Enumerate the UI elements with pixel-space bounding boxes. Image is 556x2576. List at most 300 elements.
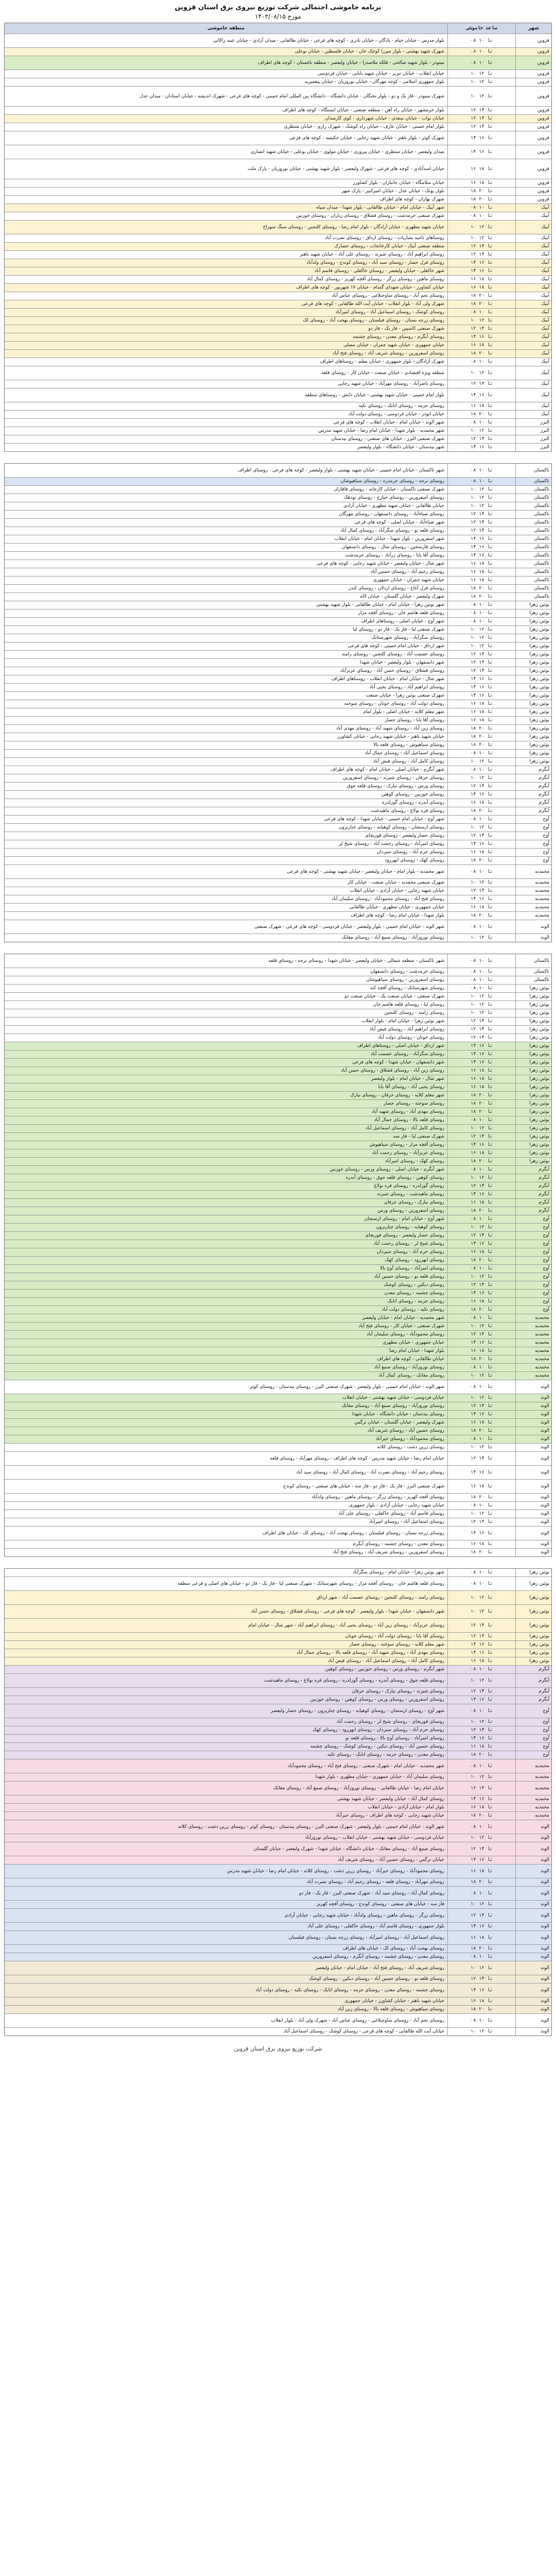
schedule-table-2 [4,463,552,942]
cell-time: ۱۲ تا ۱۴ [447,519,515,527]
cell-time: ۱۸ تا ۲۰ [447,912,515,920]
cell-time: ۱۶ تا ۱۸ [447,1804,515,1811]
cell-city: بوئین زهرا [515,1657,551,1665]
cell-area: روستای آقچه کهریز - روستای زرگر - روستای ماهین - روستای ولدآباد [311,1495,444,1500]
cell-time: ۱۴ تا ۱۶ [447,544,515,551]
cell-area: روستای امیرآباد - روستای آوج بالا [380,1266,444,1271]
table-row [5,333,551,342]
cell-time: ۱۴ تا ۱۶ [447,1856,515,1864]
table-row [5,968,551,976]
cell-area: روستای قزل حصار - روستای سید آباد - روستای کوندج - روستای ولدآباد [306,260,444,265]
cell-time: ۱۴ تا ۱۶ [447,388,515,402]
cell-time: ۱۰ تا ۱۲ [447,1394,515,1402]
cell-time: ۱۰ تا ۱۲ [447,234,515,242]
cell-city: الوند [515,1865,551,1878]
cell-city: بوئین زهرا [515,741,551,749]
cell-time: ۱۲ تا ۱۴ [447,1331,515,1338]
cell-city: محمدیه [515,1372,551,1380]
cell-time: ۱۸ تا ۲۰ [447,1878,515,1886]
table-row [5,1975,551,1984]
cell-area: شهرک ولیعصر - خیابان گلستان - خیابان لاله [360,594,444,599]
cell-time: ۱۲ تا ۱۴ [447,435,515,443]
cell-time: ۰۸ تا ۱۰ [447,204,515,212]
cell-area: خیابان شهید رجایی - کوچه های اطراف - روستای خیرآباد [336,1813,444,1818]
cell-time: ۱۰ تا ۱۲ [447,1773,515,1781]
cell-time: ۱۰ تا ۱۲ [447,1834,515,1842]
cell-area: شهر دانسفهان - خیابان شهدا - کوچه های فرعی [352,1060,444,1065]
page-header [4,3,552,21]
cell-time: ۱۶ تا ۱۸ [447,1743,515,1751]
table-row [5,741,551,750]
cell-city: محمدیه [515,1314,551,1322]
table-row [5,1674,551,1688]
cell-area: روستای سوخته - روستای حصار [384,1101,444,1106]
cell-city: بوئین زهرا [515,1001,551,1009]
table-row [5,750,551,758]
cell-city: الوند [515,1997,551,2005]
table-row [5,1158,551,1166]
cell-city: محمدیه [515,904,551,911]
cell-city: الوند [515,2014,551,2027]
cell-city: الوند [515,1887,551,1900]
cell-city: قزوین [515,78,551,86]
cell-area: روستای قزل آغاج - روستای اردلان - روستای کندر [349,586,444,591]
cell-area: روستای رحیم آباد - روستای حسین آباد [370,569,444,574]
cell-area: روستای اسفرورین - روستای ورس [377,1208,444,1213]
cell-city: الوند [515,2028,551,2036]
table-row [5,1812,551,1820]
cell-city: الوند [515,1502,551,1510]
table-row [5,879,551,887]
table-row [5,464,551,478]
cell-area: روستای خرمدشت - روستای دانسفهان [370,969,444,974]
cell-city: بوئین زهرا [515,626,551,634]
cell-area: روستای ماهین - روستای زرگر - روستای آقچه کهریز - روستای کمال آباد [306,277,444,282]
cell-city: قزوین [515,145,551,159]
cell-time: ۱۰ تا ۱۲ [447,1901,515,1908]
cell-area: خیابان جمهوری - خیابان مطهری [383,1340,444,1345]
cell-city: بوئین زهرا [515,675,551,683]
table-row [5,123,551,131]
table-row [5,985,551,993]
cell-time: ۱۲ تا ۱۴ [447,123,515,131]
table-row [5,1116,551,1125]
table-row [5,56,551,70]
cell-city: قزوین [515,188,551,195]
cell-time: ۱۲ تا ۱۴ [447,1975,515,1983]
cell-time: ۱۲ تا ۱۴ [447,1842,515,1856]
cell-area: روستای شیزند - روستای نیارک - روستای خرقان [352,1689,444,1694]
table-row [5,934,551,942]
cell-time: ۱۴ تا ۱۶ [447,259,515,267]
cell-time: ۱۸ تا ۲۰ [447,292,515,300]
cell-time: ۱۸ تا ۲۰ [447,411,515,418]
table-row [5,577,551,585]
cell-city: آبگرم [515,1666,551,1673]
cell-area: روستای کوهپایه - روستای چناربرون [376,1225,444,1230]
cell-time: ۱۸ تا ۲۰ [447,741,515,749]
cell-city: بوئین زهرا [515,1141,551,1149]
cell-city: آبیک [515,380,551,388]
table-row [5,1909,551,1923]
cell-time: ۱۴ تا ۱۶ [447,535,515,543]
cell-time: ۱۲ تا ۱۴ [447,243,515,250]
cell-area: روستای کامل آباد - روستای اسماعیل آباد - روستای فیض آباد [327,1658,444,1664]
cell-city: آبیک [515,317,551,325]
cell-area: روستای اسماعیل آباد - روستای امیرآباد - روستای زرجه بستان - روستای فیلستان [288,1935,444,1940]
cell-time: ۱۴ تا ۱۶ [447,1059,515,1066]
cell-area: شهر شال - خیابان امام - خیابان انقلاب - روستاهای اطراف [331,676,444,682]
cell-city: بوئین زهرا [515,1116,551,1124]
cell-area: روستای خونان - روستای دولت آباد [378,1035,444,1040]
table-row [5,1569,551,1577]
cell-city: آبگرم [515,1166,551,1174]
cell-city: تاکستان [515,568,551,576]
cell-time: ۰۸ تا ۱۰ [447,618,515,625]
cell-time: ۱۰ تا ۱۲ [447,221,515,234]
cell-area: روستای قلعه نو - روستای سگزآباد - روستای کمال آباد [340,528,444,533]
cell-time: ۰۸ تا ۱۰ [447,1704,515,1718]
cell-city: بوئین زهرا [515,717,551,724]
cell-time: ۱۰ تا ۱۲ [447,1591,515,1604]
cell-city: الوند [515,1923,551,1930]
table-row [5,585,551,593]
cell-area: روستای فارسجین - روستای شال - روستای دانسفهان [342,545,444,550]
cell-area: روستای کهک - روستای ابهررود [385,858,444,863]
table-row [5,733,551,741]
column-header-time: ساعت خاموشی [447,23,515,33]
cell-time: ۱۰ تا ۱۲ [447,824,515,832]
cell-city: محمدیه [515,1347,551,1355]
cell-city: آوج [515,1751,551,1759]
cell-time: ۱۰ تا ۱۲ [447,1674,515,1687]
cell-time: ۰۸ تا ۱۰ [447,976,515,984]
table-row [5,1865,551,1878]
table-body [5,954,551,1556]
cell-area: شهر محمدیه - بلوار شهدا - خیابان امام رضا - خیابان شهید مدرس [318,428,444,433]
cell-city: بوئین زهرا [515,1075,551,1083]
cell-city: بوئین زهرا [515,985,551,992]
cell-time: ۰۸ تا ۱۰ [447,766,515,774]
cell-time: ۱۸ تا ۲۰ [447,1812,515,1820]
cell-area: روستای شهرستانک - روستای آقچه کند [370,986,444,991]
cell-time: ۱۴ تا ۱۶ [447,1339,515,1347]
table-row [5,1141,551,1149]
cell-city: آبیک [515,358,551,366]
cell-time: ۱۴ تا ۱۶ [447,1923,515,1930]
cell-time: ۱۲ تا ۱۴ [447,380,515,388]
cell-city: الوند [515,1961,551,1975]
cell-city: الوند [515,1901,551,1908]
table-row [5,976,551,985]
table-row [5,358,551,366]
cell-time: ۱۰ تا ۱۲ [447,494,515,502]
cell-city: آبگرم [515,1696,551,1704]
cell-time: ۱۶ تا ۱۸ [447,849,515,856]
table-row [5,816,551,824]
cell-time: ۱۶ تا ۱۸ [447,717,515,724]
cell-city: تاکستان [515,535,551,543]
cell-time: ۱۸ تا ۲۰ [447,1494,515,1501]
cell-area: بلوار امام - خیابان آزادی - خیابان انقلاب [368,1805,444,1810]
cell-city: آبیک [515,212,551,220]
cell-area: روستای قلعه بالا - روستای جمال آباد [374,1117,444,1123]
table-row [5,78,551,87]
table-row [5,419,551,427]
table-row [5,544,551,552]
cell-city: آوج [515,1306,551,1314]
cell-time: ۰۸ تا ۱۰ [447,48,515,56]
cell-area: روستای اسفرورین - روستای ورس - روستای کوهین - روستای خوزنین [310,1697,444,1702]
cell-city: الوند [515,1975,551,1983]
cell-city: آوج [515,1232,551,1240]
cell-time: ۱۴ تا ۱۶ [447,675,515,683]
table-body [5,1569,551,2036]
cell-city: آبگرم [515,1199,551,1207]
cell-city: آبگرم [515,766,551,774]
table-row [5,234,551,243]
cell-city: تاکستان [515,585,551,592]
cell-city: تاکستان [515,976,551,984]
table-row [5,486,551,494]
table-row [5,758,551,766]
table-row [5,1953,551,1961]
cell-city: الوند [515,1494,551,1501]
table-row [5,560,551,568]
cell-time: ۱۸ تا ۲۰ [447,1945,515,1953]
cell-area: روستای خرقان - روستای شیزند - روستای اسفرورین [343,775,444,781]
cell-area: خیابان شهید چمران - خیابان جمهوری [373,578,444,583]
table-row [5,179,551,188]
cell-area: روستای حسین آباد - روستای شریف آباد [368,1428,444,1433]
cell-area: روستاهای ناحیه بشاریات - روستای ارداق - روستای نصرت آباد [325,235,444,241]
cell-area: روستای یحیی آباد - روستای آقا بابا [378,1084,444,1090]
table-row [5,912,551,920]
table-row [5,659,551,667]
table-row [5,1834,551,1842]
cell-area: روستای مهرآباد - روستای قلعه - روستای رحیم آباد - روستای نصرت آباد [306,1879,444,1885]
table-row [5,1182,551,1191]
table-row [5,766,551,774]
table-row [5,1751,551,1759]
cell-time: ۱۲ تا ۱۴ [447,527,515,535]
table-row [5,145,551,159]
cell-area: روستای زین آباد - روستای شهید آباد - روستای مهدی آباد [336,726,444,731]
table-row [5,1174,551,1182]
cell-city: آبیک [515,325,551,333]
cell-area: خیابان فردوسی - خیابان شهید بهشتی - خیابان انقلاب - روستای نوروزآباد [305,1835,444,1840]
cell-city: بوئین زهرا [515,1605,551,1618]
cell-city: آوج [515,1704,551,1718]
cell-area: شهرک بهاران - کوچه های اطراف [379,197,444,202]
table-row [5,717,551,725]
cell-area: روستای قلعه جوق - روستای آبدره - روستای گوزلدره - روستای قره بولاغ - روستای ماهیدشت [264,1677,444,1683]
cell-time: ۱۰ تا ۱۲ [447,1224,515,1231]
cell-city: آوج [515,1290,551,1297]
table-row [5,1199,551,1207]
cell-area: شهر آوج - روستای ارسنجان - روستای کوهپایه - روستای چناربرون - روستای حصار ولیعصر [270,1708,444,1714]
cell-time: ۰۸ تا ۱۰ [447,419,515,427]
cell-city: الوند [515,1820,551,1834]
table-row [5,1502,551,1510]
cell-area: شهر تاکستان - منطقه شمالی - خیابان ولیعصر - خیابان شهدا - روستای نرجه - روستای قلعه [268,958,444,963]
cell-time: ۱۸ تا ۲۰ [447,733,515,741]
cell-city: بوئین زهرا [515,733,551,741]
cell-city: قزوین [515,87,551,106]
table-row [5,212,551,221]
table-row [5,1394,551,1402]
cell-city: البرز [515,427,551,435]
table-row [5,1856,551,1865]
cell-time: ۱۸ تا ۲۰ [447,1100,515,1108]
cell-time: ۱۶ تا ۱۸ [447,799,515,807]
table-row [5,527,551,535]
table-row [5,350,551,358]
schedule-table-1 [4,23,552,452]
cell-time: ۱۲ تا ۱۴ [447,1026,515,1033]
table-row [5,1633,551,1641]
cell-city: بوئین زهرا [515,1125,551,1132]
table-row [5,70,551,78]
table-row [5,1034,551,1042]
cell-time: ۱۰ تا ۱۲ [447,642,515,650]
cell-city: آبیک [515,259,551,267]
cell-city: آبگرم [515,807,551,815]
cell-area: روستای جزمه - روستای اتابک [387,1299,444,1304]
cell-city: الوند [515,1945,551,1953]
cell-area: روستای معدن - روستای جزمه - روستای اتابک - روستای تکیه [327,1752,444,1757]
cell-time: ۱۴ تا ۱۶ [447,131,515,145]
cell-time: ۰۸ تا ۱۰ [447,968,515,976]
table-row [5,1773,551,1782]
cell-city: تاکستان [515,968,551,976]
cell-area: شهر محمدیه - خیابان امام - خیابان ولیعصر [362,1315,444,1320]
table-body [5,34,551,451]
cell-time: ۰۸ تا ۱۰ [447,1364,515,1371]
table-row [5,1207,551,1215]
cell-area: خیابان انقلاب - خیابان تبریز - خیابان شهید بابایی - خیابان فردوسی [317,71,444,76]
cell-city: الوند [515,1380,551,1394]
cell-time: ۱۲ تا ۱۴ [447,1782,515,1795]
table-row [5,1735,551,1743]
cell-area: خیابان شهید رجایی - خیابان آزادی - خیابان انقلاب [350,888,444,893]
cell-city: الوند [515,1909,551,1922]
column-header-area: منطقه خاموشی [207,25,245,31]
cell-city: محمدیه [515,865,551,878]
cell-area: روستای قوریچای - روستای شیخ لر - روستای رحمت آباد [336,1719,444,1724]
table-row [5,444,551,451]
cell-time: ۱۰ تا ۱۲ [447,1444,515,1451]
table-row [5,1657,551,1666]
table-row [5,1577,551,1591]
table-row [5,1718,551,1726]
cell-city: قزوین [515,196,551,204]
cell-time: ۱۲ تا ۱۴ [447,1909,515,1922]
table-row [5,1961,551,1975]
table-row [5,1257,551,1265]
cell-time: ۱۸ تا ۲۰ [447,1427,515,1435]
column-header-city: شهر [515,23,551,33]
table-row [5,535,551,544]
cell-time: ۰۸ تا ۱۰ [447,1820,515,1834]
cell-time: ۱۰ تا ۱۲ [447,1174,515,1182]
cell-city: بوئین زهرا [515,1050,551,1058]
cell-area: روستای قشلاق - روستای حسن آباد - روستای عزیزآباد [340,668,444,673]
cell-time: ۰۸ تا ۱۰ [447,865,515,878]
table-row [5,411,551,419]
cell-city: الوند [515,1931,551,1944]
table-row [5,1050,551,1059]
cell-time: ۱۶ تا ۱۸ [447,1298,515,1306]
cell-time: ۱۶ تا ۱۸ [447,179,515,187]
cell-city: آبگرم [515,1174,551,1182]
cell-city: بوئین زهرا [515,1158,551,1165]
cell-city: قزوین [515,179,551,187]
cell-time: ۱۸ تا ۲۰ [447,807,515,815]
table-row [5,1339,551,1347]
cell-city: بوئین زهرا [515,1591,551,1604]
table-row [5,857,551,865]
table-row [5,380,551,388]
table-row [5,48,551,56]
table-row [5,725,551,733]
cell-time: ۱۶ تا ۱۸ [447,1419,515,1427]
table-row [5,1435,551,1444]
table-row [5,1323,551,1331]
cell-area: شهرک صنعتی - خیابان صنعت یک - خیابان صنعت دو [344,994,444,999]
cell-area: روستای کهک - روستای امیرآباد [385,1159,444,1164]
cell-time: ۱۰ تا ۱۲ [447,366,515,380]
cell-area: روستای قاسم آباد - روستای خاکعلی - روستای علی آباد [338,1511,444,1516]
cell-area: روستای سلیمان آباد - خیابان جمهوری - خیابان مطهری - بلوار شهدا [315,1774,444,1780]
table-row [5,300,551,309]
cell-area: روستای سگزآباد - روستای عصمت آباد [370,1052,444,1057]
cell-area: شهر بوئین زهرا - خیابان امام - روستای سگزآباد [352,1570,444,1575]
cell-time: ۱۰ تا ۱۲ [447,774,515,782]
cell-time: ۱۶ تا ۱۸ [447,577,515,584]
cell-time: ۱۶ تا ۱۸ [447,708,515,716]
cell-city: محمدیه [515,1812,551,1820]
cell-city: بوئین زهرا [515,1649,551,1657]
table-row [5,1059,551,1067]
cell-area: روستای قلعه هاشم خان - روستای آقچه مزار [358,611,444,616]
cell-city: بوئین زهرا [515,634,551,642]
cell-area: روستای حسین آباد - روستای دیکین - روستای کوشک - روستای چشمه [310,1744,444,1749]
table-row [5,1100,551,1108]
cell-area: شهرک صنعتی کاسپین - فاز یک - فاز دو [368,326,444,331]
table-row [5,342,551,350]
table-row [5,1619,551,1633]
cell-time: ۱۸ تا ۲۰ [447,1092,515,1099]
cell-city: آبیک [515,388,551,402]
cell-time: ۱۶ تا ۱۸ [447,1083,515,1091]
table-row [5,159,551,179]
cell-time: ۰۸ تا ۱۰ [447,1502,515,1510]
cell-city: بوئین زهرا [515,1042,551,1050]
cell-time: ۱۸ تا ۲۰ [447,585,515,592]
table-row [5,1364,551,1372]
table-row [5,309,551,317]
table-row [5,276,551,284]
cell-area: شهر معلم کلایه - روستای خرقان - روستای نیارک [350,1093,444,1098]
table-row [5,1931,551,1945]
table-row [5,920,551,934]
cell-time: ۱۲ تا ۱۴ [447,1633,515,1640]
cell-area: شهر بیدستان - خیابان دانشگاه - بلوار ولیعصر [357,445,444,450]
cell-time: ۱۲ تا ۱۴ [447,887,515,895]
cell-time: ۱۲ تا ۱۴ [447,107,515,114]
cell-area: شهر الوند - خیابان امام خمینی - بلوار ولیعصر - شهرک صنعتی البرز - روستای بیدستان - روستای کوثر - روستای زرین دشت - روستای کلاته [178,1824,444,1829]
